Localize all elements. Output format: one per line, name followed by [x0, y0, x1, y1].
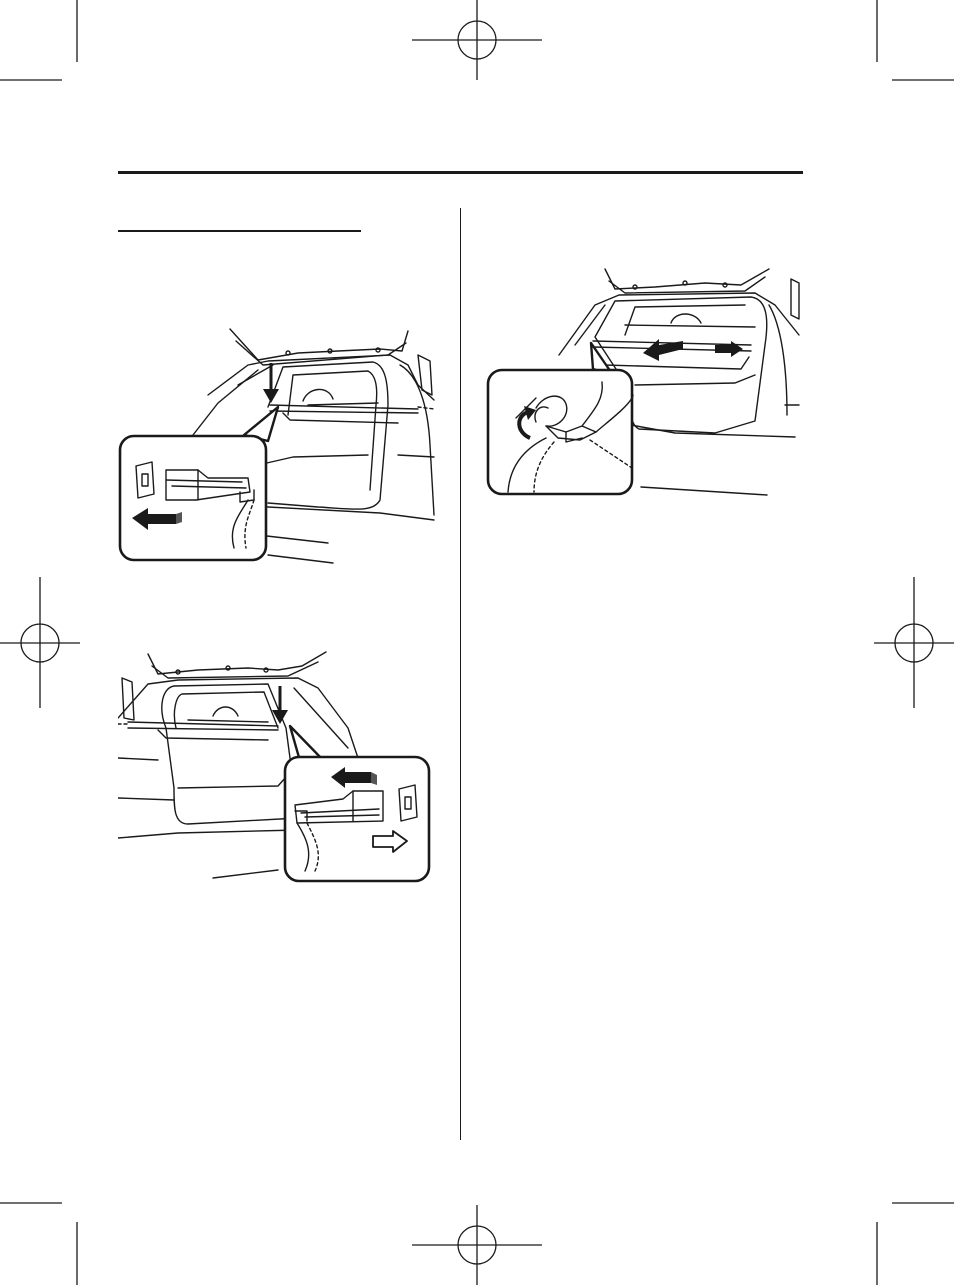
- column-divider: [460, 208, 461, 1140]
- registration-mark-top-icon: [410, 0, 544, 80]
- registration-mark-right-icon: [872, 575, 954, 710]
- header-rule: [118, 171, 803, 174]
- arrow-right-icon: [715, 341, 743, 357]
- detail-callout-strap: [486, 368, 636, 498]
- registration-mark-bottom-icon: [410, 1205, 544, 1285]
- detail-callout-right-1: [283, 755, 433, 885]
- registration-mark-left-icon: [0, 575, 82, 710]
- section-heading-underline: [118, 230, 361, 232]
- detail-callout-left-1: [118, 434, 270, 564]
